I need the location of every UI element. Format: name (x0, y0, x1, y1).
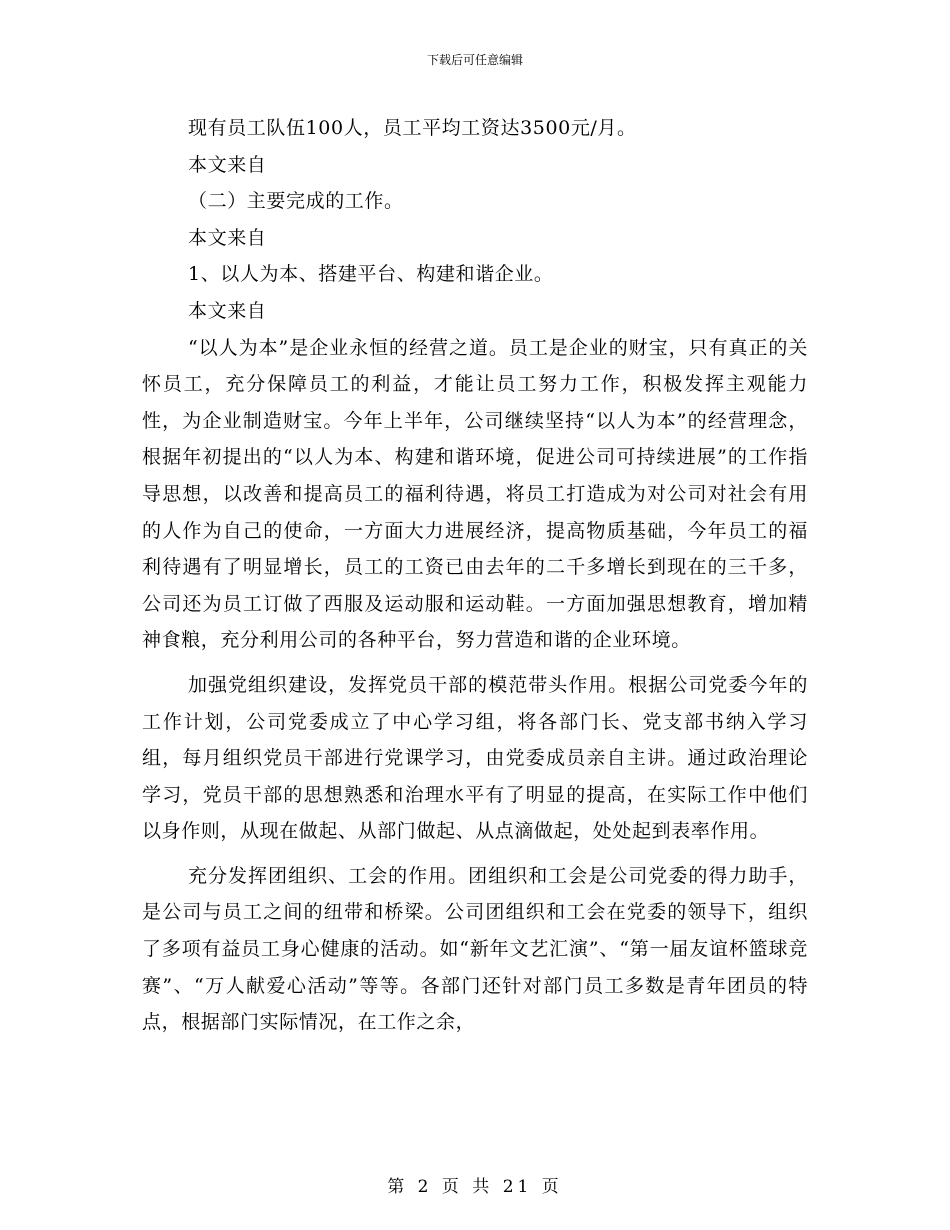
paragraph-league-union: 充分发挥团组织、工会的作用。团组织和工会是公司党委的得力助手，是公司与员工之间的纽带和桥梁。公司团组织和工会在党委的领导下，组织了多项有益员工身心健康的活动。如“新年文艺汇演”、“第一届友谊杯篮球竞赛”、“万人献爱心活动”等等。各部门还针对部门员工多数是青年团员的特点，根据部门实际情况，在工作之余， (142, 864, 808, 1034)
staff-summary-line: 现有员工队伍100人，员工平均工资达3500元/月。 (188, 117, 637, 139)
paragraph-people-oriented: “以人为本”是企业永恒的经营之道。员工是企业的财宝，只有真正的关怀员工，充分保障员工的利益，才能让员工努力工作，积极发挥主观能力性，为企业制造财宝。今年上半年，公司继续坚持“以人为本”的经营理念，根据年初提出的“以人为本、构建和谐环境，促进公司可持续进展”的工作指导思想，以改善和提高员工的福利待遇，将员工打造成为对公司对社会有用的人作为自己的使命，一方面大力进展经济，提高物质基础，今年员工的福利待遇有了明显增长，员工的工资已由去年的二千多增长到现在的三千多，公司还为员工订做了西服及运动服和运动鞋。一方面加强思想教育，增加精神食粮，充分利用公司的各种平台，努力营造和谐的企业环境。 (142, 336, 808, 652)
paragraph-gap (142, 659, 808, 667)
page-header-note: 下载后可任意编辑 (426, 53, 523, 67)
source-note: 本文来自 (188, 299, 267, 322)
paragraph-gap (142, 850, 808, 858)
page-number: 第 2 页 共 21 页 (387, 1177, 563, 1197)
source-note: 本文来自 (188, 153, 267, 176)
item-heading: 1、以人为本、搭建平台、构建和谐企业。 (188, 263, 554, 286)
paragraph-party-building: 加强党组织建设，发挥党员干部的模范带头作用。根据公司党委今年的工作计划，公司党委成立了中心学习组，将各部门长、党支部书纳入学习组，每月组织党员干部进行党课学习，由党委成员亲自主讲。通过政治理论学习，党员干部的思想熟悉和治理水平有了明显的提高，在实际工作中他们以身作则，从现在做起、从部门做起、从点滴做起，处处起到表率作用。 (142, 673, 808, 843)
document-body (142, 110, 808, 1041)
section-heading: （二）主要完成的工作。 (188, 190, 404, 213)
source-note: 本文来自 (188, 226, 267, 249)
